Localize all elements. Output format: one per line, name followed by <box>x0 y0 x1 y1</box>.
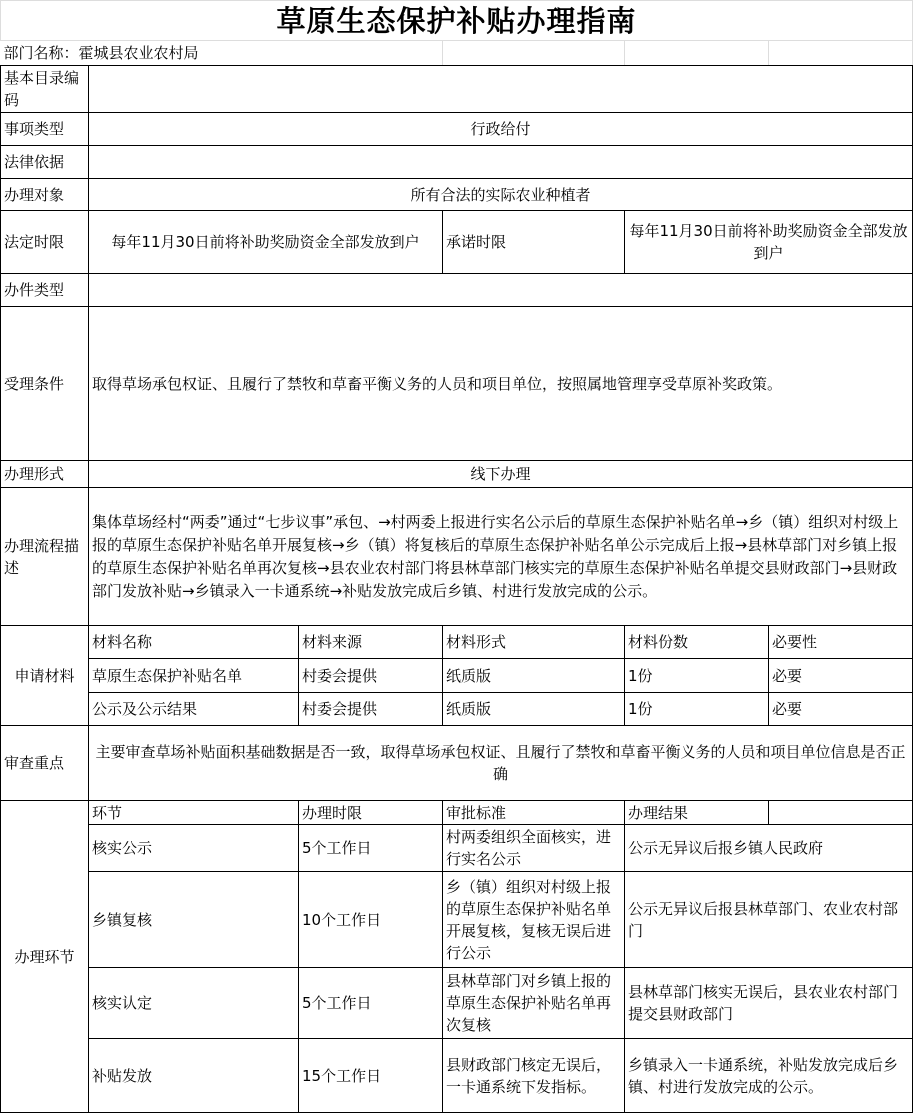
step-row <box>1 1039 913 1113</box>
material-source: 村委会提供 <box>299 693 443 726</box>
steps-header: 办理结果 <box>625 801 769 825</box>
form-label: 办理形式 <box>1 461 89 488</box>
review-label: 审查重点 <box>1 726 89 801</box>
target-value: 所有合法的实际农业种植者 <box>89 179 913 211</box>
steps-header: 办理时限 <box>299 801 443 825</box>
process-label: 办理流程描述 <box>1 488 89 626</box>
step-standard: 乡（镇）组织对村级上报的草原生态保护补贴名单开展复核，复核无误后进行公示 <box>443 872 625 968</box>
material-row <box>1 659 913 693</box>
materials-header: 材料名称 <box>89 626 299 659</box>
process-value: 集体草场经村“两委”通过“七步议事”承包、→村两委上报进行实名公示后的草原生态保护补贴名单→乡（镇）组织对村级上报的草原生态保护补贴名单开展复核→乡（镇）将复核后的草原生态保护补贴名单公示完成后上报→县林草部门对乡镇上报的草原生态保护补贴名单再次复核→县农业农村部门将县林草部门核实完的草原生态保护补贴名单提交县财政部门→县财政部门发放补贴→乡镇录入一卡通系统→补贴发放完成后乡镇、村进行发放完成的公示。 <box>89 488 913 626</box>
materials-header: 材料来源 <box>299 626 443 659</box>
step-result: 公示无异议后报乡镇人民政府 <box>625 825 913 872</box>
materials-header: 材料形式 <box>443 626 625 659</box>
steps-header: 审批标准 <box>443 801 625 825</box>
legal-basis-value <box>89 146 913 179</box>
material-row <box>1 693 913 726</box>
steps-header: 环节 <box>89 801 299 825</box>
promise-limit-label: 承诺时限 <box>443 211 625 274</box>
step-row <box>1 825 913 872</box>
step-time: 5个工作日 <box>299 968 443 1039</box>
material-form: 纸质版 <box>443 659 625 693</box>
material-count: 1份 <box>625 693 769 726</box>
step-name: 补贴发放 <box>89 1039 299 1113</box>
promise-limit-value: 每年11月30日前将补助奖励资金全部发放到户 <box>625 211 913 274</box>
item-type-value: 行政给付 <box>89 113 913 146</box>
step-time: 5个工作日 <box>299 825 443 872</box>
step-standard: 村两委组织全面核实，进行实名公示 <box>443 825 625 872</box>
catalog-code-value <box>89 66 913 113</box>
step-time: 15个工作日 <box>299 1039 443 1113</box>
item-type-label: 事项类型 <box>1 113 89 146</box>
materials-header: 必要性 <box>769 626 913 659</box>
material-form: 纸质版 <box>443 693 625 726</box>
case-type-value <box>89 274 913 307</box>
step-row <box>1 872 913 968</box>
materials-header: 材料份数 <box>625 626 769 659</box>
conditions-value: 取得草场承包权证、且履行了禁牧和草畜平衡义务的人员和项目单位，按照属地管理享受草原补奖政策。 <box>89 307 913 461</box>
step-result: 公示无异议后报县林草部门、农业农村部门 <box>625 872 913 968</box>
step-result: 乡镇录入一卡通系统，补贴发放完成后乡镇、村进行发放完成的公示。 <box>625 1039 913 1113</box>
step-name: 乡镇复核 <box>89 872 299 968</box>
materials-label: 申请材料 <box>1 626 89 726</box>
legal-basis-label: 法律依据 <box>1 146 89 179</box>
material-count: 1份 <box>625 659 769 693</box>
department-name: 部门名称：霍城县农业农村局 <box>1 41 443 66</box>
material-source: 村委会提供 <box>299 659 443 693</box>
material-required: 必要 <box>769 693 913 726</box>
material-required: 必要 <box>769 659 913 693</box>
step-name: 核实公示 <box>89 825 299 872</box>
step-name: 核实认定 <box>89 968 299 1039</box>
step-time: 10个工作日 <box>299 872 443 968</box>
legal-limit-value: 每年11月30日前将补助奖励资金全部发放到户 <box>89 211 443 274</box>
steps-label: 办理环节 <box>1 801 89 1113</box>
form-value: 线下办理 <box>89 461 913 488</box>
case-type-label: 办件类型 <box>1 274 89 307</box>
step-standard: 县财政部门核定无误后，一卡通系统下发指标。 <box>443 1039 625 1113</box>
legal-limit-label: 法定时限 <box>1 211 89 274</box>
step-standard: 县林草部门对乡镇上报的草原生态保护补贴名单再次复核 <box>443 968 625 1039</box>
target-label: 办理对象 <box>1 179 89 211</box>
catalog-code-label: 基本目录编码 <box>1 66 89 113</box>
page-title: 草原生态保护补贴办理指南 <box>1 1 913 41</box>
step-result: 县林草部门核实无误后，县农业农村部门提交县财政部门 <box>625 968 913 1039</box>
material-name: 公示及公示结果 <box>89 693 299 726</box>
conditions-label: 受理条件 <box>1 307 89 461</box>
material-name: 草原生态保护补贴名单 <box>89 659 299 693</box>
review-value: 主要审查草场补贴面积基础数据是否一致，取得草场承包权证、且履行了禁牧和草畜平衡义务的人员和项目单位信息是否正确 <box>89 726 913 801</box>
step-row <box>1 968 913 1039</box>
